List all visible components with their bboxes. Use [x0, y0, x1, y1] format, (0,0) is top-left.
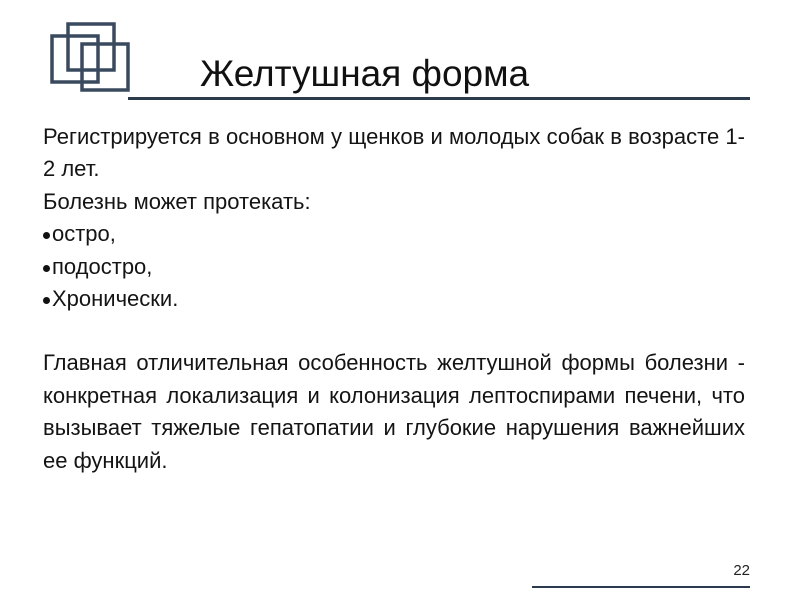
spacer [43, 315, 745, 347]
bullet-dot-icon [43, 297, 50, 304]
list-item [43, 283, 745, 315]
intro-text: Регистрируется в основном у щенков и молодых собак в возрасте 1-2 лет. [43, 124, 745, 182]
bullet-dot-icon [43, 232, 50, 239]
list-item-text: остро, [52, 221, 116, 247]
bullet-dot-icon [43, 265, 50, 272]
list-item [43, 251, 745, 283]
slide-body [43, 121, 745, 477]
overlapping-squares-icon [48, 20, 136, 96]
page-number: 22 [733, 562, 750, 579]
slide-title: Желтушная форма [200, 53, 530, 94]
title-underline [128, 97, 750, 100]
main-paragraph: Главная отличительная особенность желтушной формы болезни - конкретная локализация и колонизация лептоспирами печени, что вызывает тяжелые гепатопатии и глубокие нарушения важнейших ее функций. [43, 350, 745, 473]
footer-rule [532, 586, 750, 588]
list-item-text: подостро, [52, 253, 153, 279]
intro-subtext: Болезнь может протекать: [43, 188, 311, 214]
list-item-text: Хронически. [52, 286, 179, 312]
list-item [43, 218, 745, 250]
